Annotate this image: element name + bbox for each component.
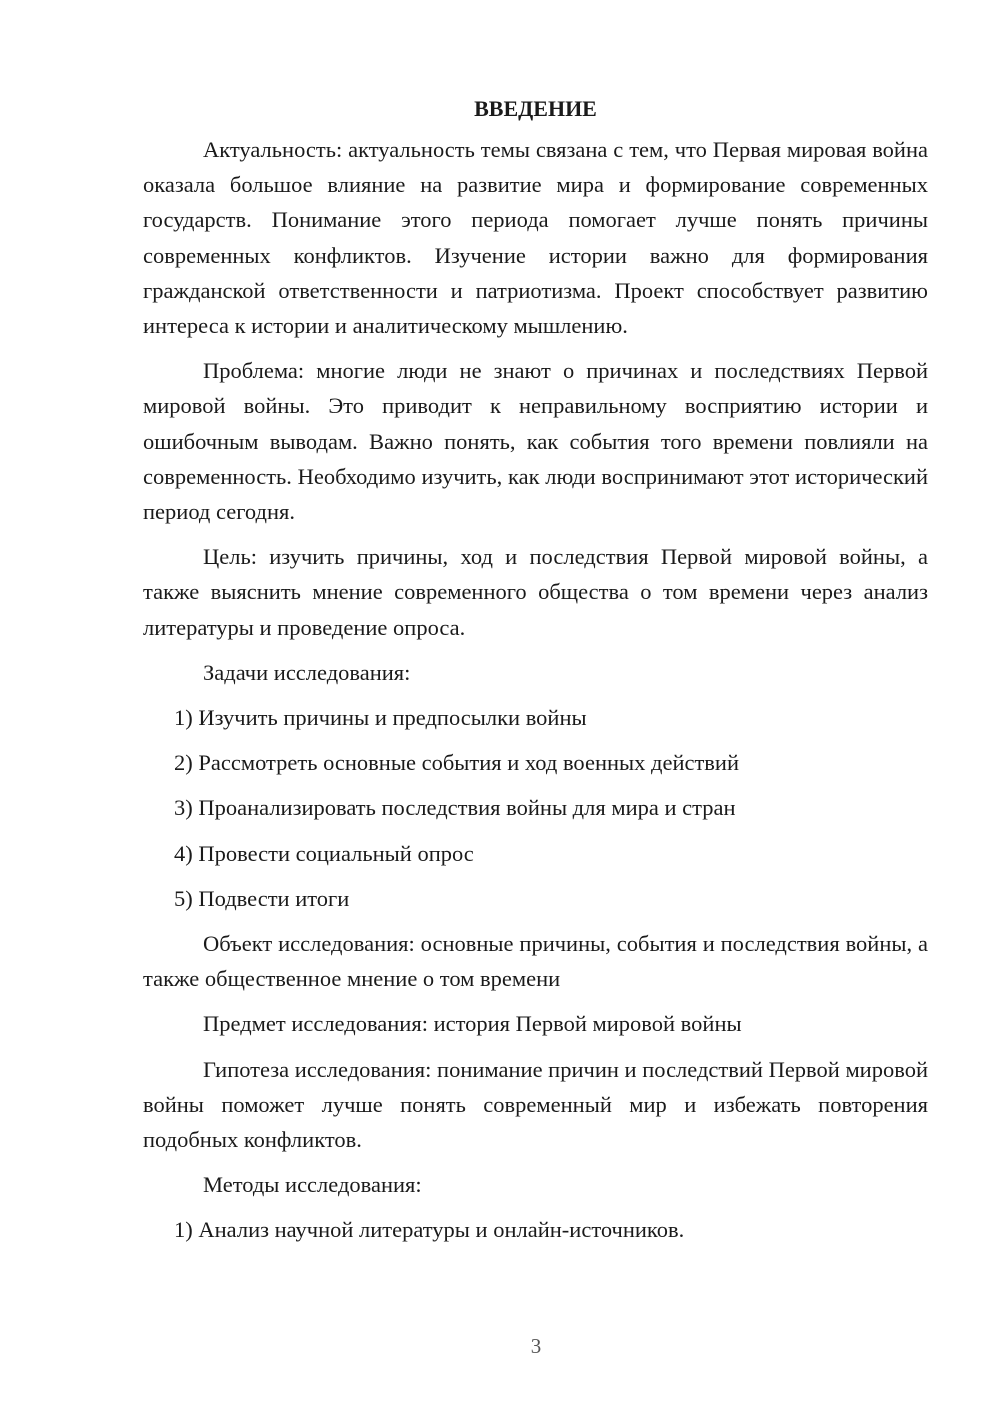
problem-paragraph: Проблема: многие люди не знают о причинах и последствиях Первой мировой войны. Это приводит к неправильному восприятию истории и ошибочным выводам. Важно понять, как события того времени повлияли на современность. Необходимо изучить, как люди воспринимают этот исторический период сегодня. bbox=[143, 358, 928, 525]
relevance-paragraph: Актуальность: актуальность темы связана с тем, что Первая мировая война оказала большое влияние на развитие мира и формирование современных государств. Понимание этого периода помогает лучше понять причины современных конфликтов. Изучение истории важно для формирования гражданской ответственности и патриотизма. Проект способствует развитию интереса к истории и аналитическому мышлению. bbox=[143, 137, 928, 339]
document-page bbox=[143, 92, 928, 1258]
method-item-1: 1) Анализ научной литературы и онлайн-источников. bbox=[174, 1217, 685, 1243]
page-number: 3 bbox=[530, 1334, 542, 1358]
page-title: ВВЕДЕНИЕ bbox=[474, 96, 597, 121]
task-item-1: 1) Изучить причины и предпосылки войны bbox=[174, 705, 587, 731]
task-item-2: 2) Рассмотреть основные события и ход военных действий bbox=[174, 750, 740, 776]
object-paragraph: Объект исследования: основные причины, события и последствия войны, а также общественное мнение о том времени bbox=[143, 931, 928, 992]
hypothesis-paragraph: Гипотеза исследования: понимание причин и последствий Первой мировой войны поможет лучше понять современный мир и избежать повторения подобных конфликтов. bbox=[143, 1056, 928, 1153]
goal-paragraph: Цель: изучить причины, ход и последствия Первой мировой войны, а также выяснить мнение современного общества о том времени через анализ литературы и проведение опроса. bbox=[143, 544, 928, 640]
task-item-5: 5) Подвести итоги bbox=[174, 885, 350, 911]
task-item-4: 4) Провести социальный опрос bbox=[174, 840, 474, 866]
subject-paragraph: Предмет исследования: история Первой мировой войны bbox=[203, 1011, 742, 1037]
tasks-heading: Задачи исследования: bbox=[203, 659, 411, 685]
methods-heading: Методы исследования: bbox=[203, 1172, 422, 1198]
task-item-3: 3) Проанализировать последствия войны для мира и стран bbox=[174, 795, 736, 821]
